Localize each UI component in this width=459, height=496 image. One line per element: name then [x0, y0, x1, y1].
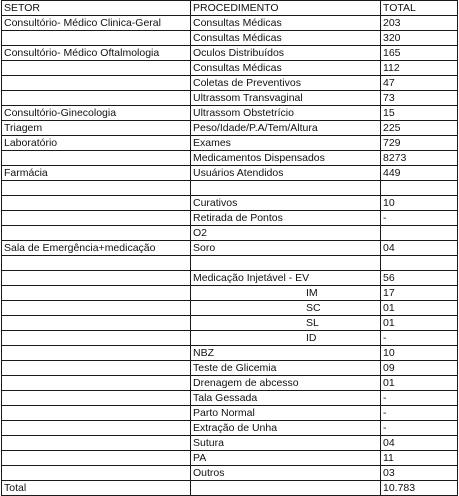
table-row	[2, 61, 458, 76]
table-row	[2, 91, 458, 106]
total-cell	[381, 226, 458, 241]
table-row	[2, 421, 458, 436]
procedimento-cell: Coletas de Preventivos	[191, 76, 381, 91]
total-cell: -	[381, 211, 458, 226]
table-row	[2, 106, 458, 121]
table-row	[2, 211, 458, 226]
header-row	[2, 1, 458, 16]
procedimento-cell: Parto Normal	[191, 406, 381, 421]
setor-cell	[2, 301, 191, 316]
table-row	[2, 196, 458, 211]
procedimento-cell: Soro	[191, 241, 381, 256]
setor-cell	[2, 226, 191, 241]
total-cell: 09	[381, 361, 458, 376]
procedimento-cell: Consultas Médicas	[191, 31, 381, 46]
setor-cell	[2, 91, 191, 106]
footer-row	[2, 481, 458, 496]
total-cell: -	[381, 421, 458, 436]
header-total: TOTAL	[381, 1, 458, 16]
total-cell: 11	[381, 451, 458, 466]
total-cell: 04	[381, 241, 458, 256]
setor-cell: Farmácia	[2, 166, 191, 181]
setor-cell	[2, 436, 191, 451]
table-body	[2, 16, 458, 481]
procedimento-cell: IM	[191, 286, 381, 301]
procedimento-cell: Medicação Injetável - EV	[191, 271, 381, 286]
table-row	[2, 331, 458, 346]
table-row	[2, 301, 458, 316]
setor-cell	[2, 376, 191, 391]
report-table	[1, 0, 458, 496]
setor-cell: Triagem	[2, 121, 191, 136]
header-setor: SETOR	[2, 1, 191, 16]
footer-empty	[191, 481, 381, 496]
table-row	[2, 166, 458, 181]
table-row	[2, 451, 458, 466]
setor-cell	[2, 346, 191, 361]
table-row	[2, 256, 458, 271]
total-cell: 225	[381, 121, 458, 136]
setor-cell	[2, 451, 191, 466]
total-cell: 04	[381, 436, 458, 451]
table-row	[2, 316, 458, 331]
procedimento-cell: Sutura	[191, 436, 381, 451]
setor-cell: Laboratório	[2, 136, 191, 151]
total-cell: 03	[381, 466, 458, 481]
total-cell: 56	[381, 271, 458, 286]
setor-cell	[2, 76, 191, 91]
setor-cell	[2, 361, 191, 376]
total-cell	[381, 256, 458, 271]
total-cell: -	[381, 391, 458, 406]
table-row	[2, 241, 458, 256]
procedimento-cell: O2	[191, 226, 381, 241]
table-row	[2, 76, 458, 91]
setor-cell	[2, 196, 191, 211]
table-row	[2, 271, 458, 286]
setor-cell	[2, 466, 191, 481]
procedimento-cell	[191, 181, 381, 196]
setor-cell	[2, 211, 191, 226]
footer-total: 10.783	[381, 481, 458, 496]
total-cell	[381, 181, 458, 196]
procedimento-cell: NBZ	[191, 346, 381, 361]
setor-cell	[2, 331, 191, 346]
procedimento-cell: Outros	[191, 466, 381, 481]
table-row	[2, 46, 458, 61]
setor-cell	[2, 271, 191, 286]
setor-cell	[2, 31, 191, 46]
setor-cell	[2, 406, 191, 421]
table-row	[2, 376, 458, 391]
table-row	[2, 346, 458, 361]
total-cell: 01	[381, 376, 458, 391]
procedimento-cell: Peso/Idade/P.A/Tem/Altura	[191, 121, 381, 136]
table-row	[2, 136, 458, 151]
procedimento-cell: Extração de Unha	[191, 421, 381, 436]
total-cell: 01	[381, 316, 458, 331]
footer-label: Total	[2, 481, 191, 496]
total-cell: 73	[381, 91, 458, 106]
procedimento-cell: PA	[191, 451, 381, 466]
table-row	[2, 286, 458, 301]
setor-cell: Consultório- Médico Clinica-Geral	[2, 16, 191, 31]
procedimento-cell: ID	[191, 331, 381, 346]
procedimento-cell: SL	[191, 316, 381, 331]
table-row	[2, 361, 458, 376]
setor-cell	[2, 316, 191, 331]
setor-cell	[2, 61, 191, 76]
procedimento-cell: Medicamentos Dispensados	[191, 151, 381, 166]
table-row	[2, 436, 458, 451]
setor-cell	[2, 391, 191, 406]
total-cell: 165	[381, 46, 458, 61]
total-cell: 10	[381, 346, 458, 361]
setor-cell: Consultório- Médico Oftalmologia	[2, 46, 191, 61]
table-row	[2, 226, 458, 241]
table-row	[2, 181, 458, 196]
table-row	[2, 121, 458, 136]
procedimento-cell: Consultas Médicas	[191, 61, 381, 76]
procedimento-cell: Ultrassom Transvaginal	[191, 91, 381, 106]
table-row	[2, 151, 458, 166]
setor-cell	[2, 151, 191, 166]
table-row	[2, 466, 458, 481]
table-row	[2, 406, 458, 421]
total-cell: 729	[381, 136, 458, 151]
procedimento-cell: Consultas Médicas	[191, 16, 381, 31]
procedimento-cell: Ultrassom Obstetrício	[191, 106, 381, 121]
total-cell: 10	[381, 196, 458, 211]
procedimento-cell: Teste de Glicemia	[191, 361, 381, 376]
total-cell: 15	[381, 106, 458, 121]
total-cell: -	[381, 406, 458, 421]
setor-cell: Sala de Emergência+medicação	[2, 241, 191, 256]
header-procedimento: PROCEDIMENTO	[191, 1, 381, 16]
procedimento-cell	[191, 256, 381, 271]
setor-cell	[2, 181, 191, 196]
total-cell: 17	[381, 286, 458, 301]
procedimento-cell: Curativos	[191, 196, 381, 211]
table-row	[2, 16, 458, 31]
procedimento-cell: Usuários Atendidos	[191, 166, 381, 181]
total-cell: 112	[381, 61, 458, 76]
table-row	[2, 391, 458, 406]
table-row	[2, 31, 458, 46]
total-cell: 8273	[381, 151, 458, 166]
total-cell: 449	[381, 166, 458, 181]
total-cell: -	[381, 331, 458, 346]
procedimento-cell: Retirada de Pontos	[191, 211, 381, 226]
total-cell: 320	[381, 31, 458, 46]
setor-cell	[2, 421, 191, 436]
setor-cell	[2, 256, 191, 271]
total-cell: 01	[381, 301, 458, 316]
setor-cell	[2, 286, 191, 301]
setor-cell: Consultório-Ginecologia	[2, 106, 191, 121]
procedimento-cell: Drenagem de abcesso	[191, 376, 381, 391]
total-cell: 47	[381, 76, 458, 91]
total-cell: 203	[381, 16, 458, 31]
procedimento-cell: Exames	[191, 136, 381, 151]
procedimento-cell: SC	[191, 301, 381, 316]
procedimento-cell: Tala Gessada	[191, 391, 381, 406]
procedimento-cell: Oculos Distribuídos	[191, 46, 381, 61]
